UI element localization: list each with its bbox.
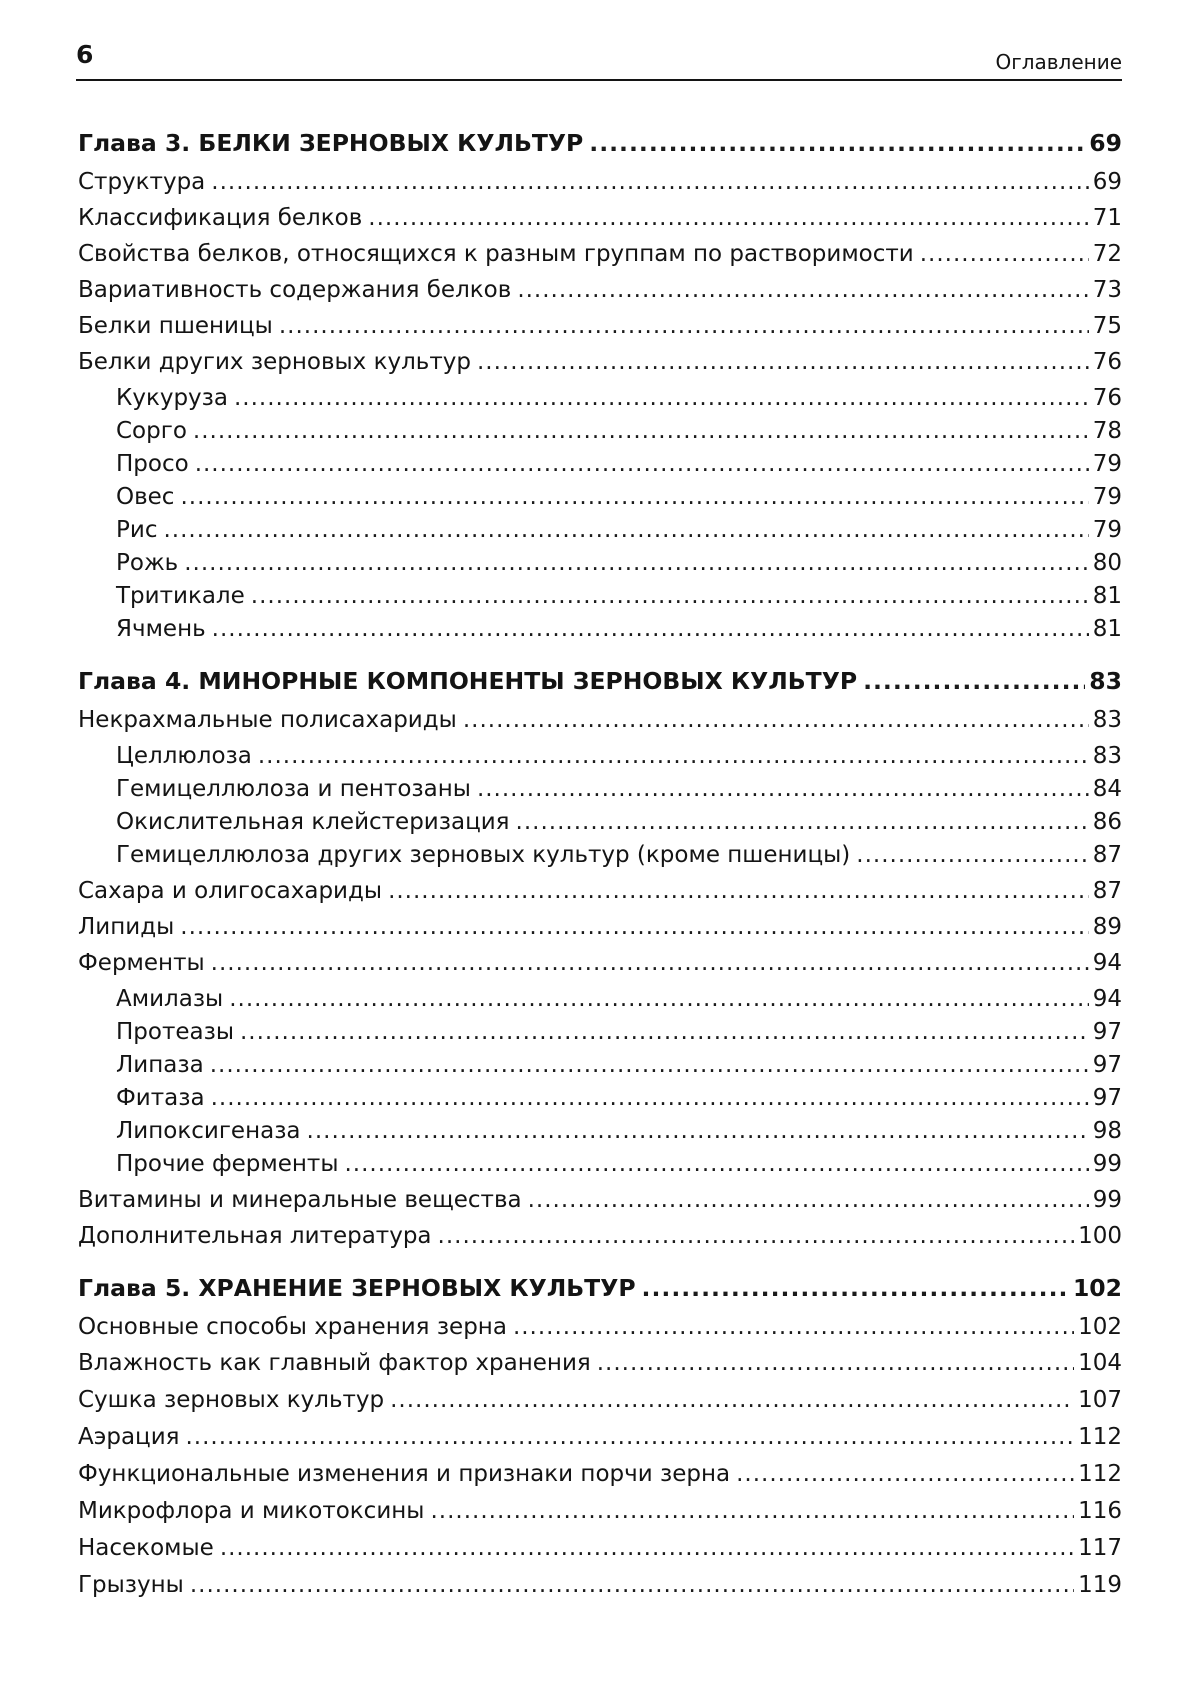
toc-page-number: 69 <box>1092 169 1122 195</box>
toc-entry-title: Аэрация <box>78 1424 180 1450</box>
toc-entry-title: Гемицеллюлоза и пентозаны <box>116 776 471 802</box>
toc-chapter-4[interactable] <box>78 667 1122 695</box>
dot-leader <box>642 1274 1069 1302</box>
toc-entry-title: Белки других зерновых культур <box>78 349 471 375</box>
toc-subentry[interactable] <box>78 550 1122 576</box>
toc-entry-title: Рожь <box>116 550 179 576</box>
toc-entry[interactable] <box>78 1187 1122 1213</box>
toc-page-number: 102 <box>1072 1274 1122 1302</box>
toc-page-number: 72 <box>1092 241 1122 267</box>
dot-leader <box>517 277 1088 303</box>
toc-page-number: 87 <box>1092 878 1122 904</box>
dot-leader <box>528 1187 1089 1213</box>
toc-page-number: 83 <box>1092 743 1122 769</box>
toc-page-number: 99 <box>1092 1151 1122 1177</box>
toc-chapter-3[interactable] <box>78 129 1122 157</box>
toc-entry-title: Рис <box>116 517 158 543</box>
toc-entry-title: Ферменты <box>78 950 205 976</box>
dot-leader <box>344 1151 1088 1177</box>
toc-entry-title: Классификация белков <box>78 205 363 231</box>
dot-leader <box>211 950 1089 976</box>
toc-subentry[interactable] <box>78 1085 1122 1111</box>
toc-subentry[interactable] <box>78 809 1122 835</box>
toc-page-number: 112 <box>1078 1424 1122 1450</box>
toc-page-number: 102 <box>1078 1314 1122 1340</box>
dot-leader <box>193 418 1089 444</box>
toc-page-number: 75 <box>1092 313 1122 339</box>
toc-subentry[interactable] <box>78 1151 1122 1177</box>
toc-subentry[interactable] <box>78 451 1122 477</box>
toc-page-number: 79 <box>1092 517 1122 543</box>
dot-leader <box>368 205 1088 231</box>
page-number: 6 <box>76 40 94 69</box>
toc-entry-title: Дополнительная литература <box>78 1223 432 1249</box>
dot-leader <box>184 550 1089 576</box>
toc-entry[interactable] <box>78 1535 1122 1561</box>
toc-entry-title: Липоксигеназа <box>116 1118 301 1144</box>
toc-entry[interactable] <box>78 1314 1122 1340</box>
toc-entry[interactable] <box>78 1223 1122 1249</box>
toc-page-number: 79 <box>1092 451 1122 477</box>
toc-entry[interactable] <box>78 1498 1122 1524</box>
toc-entry[interactable] <box>78 169 1122 195</box>
toc-page-number: 84 <box>1092 776 1122 802</box>
toc-subentry[interactable] <box>78 385 1122 411</box>
dot-leader <box>180 484 1088 510</box>
toc-subentry[interactable] <box>78 776 1122 802</box>
toc-page-number: 81 <box>1092 583 1122 609</box>
toc-page-number: 73 <box>1092 277 1122 303</box>
dot-leader <box>258 743 1089 769</box>
toc-entry[interactable] <box>78 950 1122 976</box>
dot-leader <box>390 1387 1074 1413</box>
toc-entry-title: Влажность как главный фактор хранения <box>78 1350 591 1376</box>
running-head: Оглавление <box>995 50 1122 74</box>
toc-page-number: 119 <box>1078 1572 1122 1598</box>
toc-entry[interactable] <box>78 313 1122 339</box>
toc-entry-title: Тритикале <box>116 583 245 609</box>
toc-page-number: 116 <box>1078 1498 1122 1524</box>
toc-entry[interactable] <box>78 1424 1122 1450</box>
toc-page-number: 83 <box>1092 707 1122 733</box>
toc-entry[interactable] <box>78 878 1122 904</box>
dot-leader <box>516 809 1089 835</box>
toc-entry-title: Кукуруза <box>116 385 228 411</box>
toc-entry-title: Липиды <box>78 914 175 940</box>
toc-entry-title: Ячмень <box>116 616 206 642</box>
dot-leader <box>589 129 1085 157</box>
dot-leader <box>856 842 1088 868</box>
toc-entry[interactable] <box>78 1461 1122 1487</box>
toc-page-number: 86 <box>1092 809 1122 835</box>
toc-chapter-5[interactable] <box>78 1274 1122 1302</box>
toc-entry[interactable] <box>78 349 1122 375</box>
toc-entry-title: Липаза <box>116 1052 204 1078</box>
toc-subentry[interactable] <box>78 1019 1122 1045</box>
dot-leader <box>229 986 1089 1012</box>
toc-entry-title: Свойства белков, относящихся к разным группам по растворимости <box>78 241 914 267</box>
dot-leader <box>190 1572 1074 1598</box>
dot-leader <box>477 776 1089 802</box>
toc-page-number: 76 <box>1092 385 1122 411</box>
toc-entry-title: Сахара и олигосахариды <box>78 878 383 904</box>
toc-entry-title: Функциональные изменения и признаки порчи зерна <box>78 1461 731 1487</box>
toc-entry-title: Амилазы <box>116 986 224 1012</box>
dot-leader <box>920 241 1089 267</box>
toc-page-number: 104 <box>1078 1350 1122 1376</box>
toc-page-number: 81 <box>1092 616 1122 642</box>
toc-entry-title: Витамины и минеральные вещества <box>78 1187 522 1213</box>
toc-entry-title: Просо <box>116 451 189 477</box>
toc-subentry[interactable] <box>78 616 1122 642</box>
toc-entry-title: Сорго <box>116 418 187 444</box>
toc-page-number: 87 <box>1092 842 1122 868</box>
toc-entry-title: Целлюлоза <box>116 743 252 769</box>
toc-page-number: 94 <box>1092 986 1122 1012</box>
toc-entry[interactable] <box>78 914 1122 940</box>
dot-leader <box>279 313 1089 339</box>
toc-page-number: 71 <box>1092 205 1122 231</box>
dot-leader <box>186 1424 1075 1450</box>
dot-leader <box>513 1314 1074 1340</box>
dot-leader <box>240 1019 1089 1045</box>
toc-page-number: 80 <box>1092 550 1122 576</box>
toc-entry[interactable] <box>78 241 1122 267</box>
toc-chapter-title: Глава 3. БЕЛКИ ЗЕРНОВЫХ КУЛЬТУР <box>78 129 584 157</box>
toc-page-number: 79 <box>1092 484 1122 510</box>
toc-subentry[interactable] <box>78 743 1122 769</box>
dot-leader <box>211 1085 1089 1111</box>
dot-leader <box>438 1223 1075 1249</box>
toc-entry[interactable] <box>78 1350 1122 1376</box>
toc-chapter-title: Глава 5. ХРАНЕНИЕ ЗЕРНОВЫХ КУЛЬТУР <box>78 1274 636 1302</box>
toc-page-number: 107 <box>1078 1387 1122 1413</box>
toc-page-number: 94 <box>1092 950 1122 976</box>
toc-entry-title: Насекомые <box>78 1535 214 1561</box>
toc-page-number: 100 <box>1078 1223 1122 1249</box>
toc-entry[interactable] <box>78 1572 1122 1598</box>
toc-entry-title: Сушка зерновых культур <box>78 1387 385 1413</box>
toc-entry[interactable] <box>78 205 1122 231</box>
dot-leader <box>388 878 1089 904</box>
toc-page-number: 112 <box>1078 1461 1122 1487</box>
toc-page-number: 89 <box>1092 914 1122 940</box>
toc-entry[interactable] <box>78 1387 1122 1413</box>
dot-leader <box>163 517 1088 543</box>
dot-leader <box>597 1350 1074 1376</box>
page-header <box>76 38 1122 78</box>
toc-entry-title: Овес <box>116 484 175 510</box>
toc-entry[interactable] <box>78 707 1122 733</box>
dot-leader <box>210 1052 1089 1078</box>
toc-subentry[interactable] <box>78 418 1122 444</box>
toc-subentry[interactable] <box>78 517 1122 543</box>
toc-subentry[interactable] <box>78 842 1122 868</box>
toc-entry-title: Микрофлора и микотоксины <box>78 1498 425 1524</box>
toc-entry[interactable] <box>78 277 1122 303</box>
dot-leader <box>211 169 1088 195</box>
dot-leader <box>736 1461 1074 1487</box>
toc-page-number: 117 <box>1078 1535 1122 1561</box>
toc-subentry[interactable] <box>78 986 1122 1012</box>
toc-chapter-title: Глава 4. МИНОРНЫЕ КОМПОНЕНТЫ ЗЕРНОВЫХ КУЛЬТУР <box>78 667 858 695</box>
dot-leader <box>195 451 1089 477</box>
dot-leader <box>307 1118 1089 1144</box>
toc-entry-title: Гемицеллюлоза других зерновых культур (кроме пшеницы) <box>116 842 851 868</box>
header-rule <box>76 79 1122 81</box>
toc-entry-title: Основные способы хранения зерна <box>78 1314 507 1340</box>
dot-leader <box>220 1535 1074 1561</box>
toc-entry-title: Некрахмальные полисахариды <box>78 707 457 733</box>
toc-entry-title: Окислительная клейстеризация <box>116 809 510 835</box>
toc-subentry[interactable] <box>78 1052 1122 1078</box>
toc-entry-title: Протеазы <box>116 1019 234 1045</box>
dot-leader <box>234 385 1089 411</box>
toc-subentry[interactable] <box>78 484 1122 510</box>
toc-entry-title: Фитаза <box>116 1085 205 1111</box>
toc-entry-title: Прочие ферменты <box>116 1151 339 1177</box>
toc-page-number: 97 <box>1092 1052 1122 1078</box>
toc-subentry[interactable] <box>78 583 1122 609</box>
dot-leader <box>212 616 1089 642</box>
toc-page-number: 78 <box>1092 418 1122 444</box>
dot-leader <box>463 707 1089 733</box>
toc-entry-title: Грызуны <box>78 1572 184 1598</box>
dot-leader <box>180 914 1088 940</box>
toc-page-number: 98 <box>1092 1118 1122 1144</box>
toc-subentry[interactable] <box>78 1118 1122 1144</box>
toc-page-number: 99 <box>1092 1187 1122 1213</box>
toc-page-number: 69 <box>1089 129 1122 157</box>
dot-leader <box>477 349 1089 375</box>
toc-entry-title: Структура <box>78 169 206 195</box>
toc-page-number: 76 <box>1092 349 1122 375</box>
toc-page-number: 97 <box>1092 1019 1122 1045</box>
toc-page-number: 83 <box>1089 667 1122 695</box>
toc-page-number: 97 <box>1092 1085 1122 1111</box>
toc-entry-title: Белки пшеницы <box>78 313 273 339</box>
dot-leader <box>251 583 1089 609</box>
toc-entry-title: Вариативность содержания белков <box>78 277 512 303</box>
dot-leader <box>863 667 1085 695</box>
dot-leader <box>430 1498 1074 1524</box>
